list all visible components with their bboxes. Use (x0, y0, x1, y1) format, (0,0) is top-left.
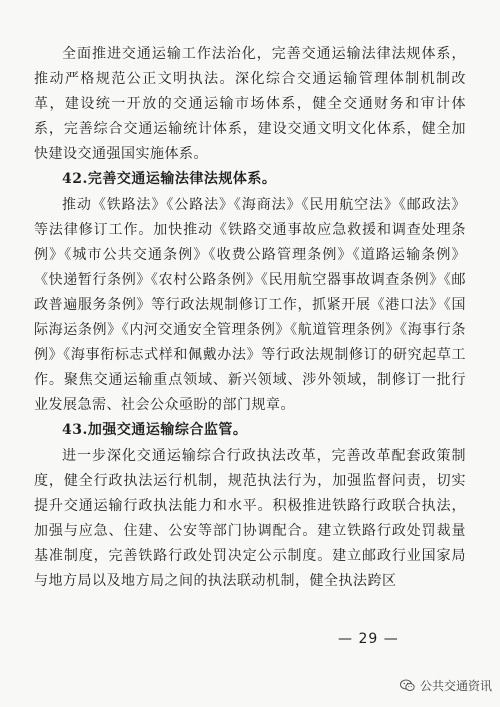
wechat-icon (400, 679, 415, 692)
paragraph-section-42: 推动《铁路法》《公路法》《海商法》《民用航空法》《邮政法》等法律修订工作。加快推动《铁路交通事故应急救援和调查处理条例》《城市公共交通条例》《收费公路管理条例》《道路运输条例》《快递暂行条例》《农村公路条例》《民用航空器事故调查条例》《邮政普遍服务条例》等行政法规制修订工作，抓紧开展《港口法》《国际海运条例》《内河交通安全管理条例》《航道管理条例》《海事行条例》《海事衔标志式样和佩戴办法》等行政法规制修订的研究起草工作。聚焦交通运输重点领域、新兴领域、涉外领域，制修订一批行业发展急需、社会公众亟盼的部门规章。 (34, 196, 466, 414)
paragraph-intro: 全面推进交通运输工作法治化，完善交通运输法律法规体系，推动严格规范公正文明执法。深化综合交通运输管理体制机制改革，建设统一开放的交通运输市场体系，健全交通财务和审计体系，完善综合交通运输统计体系，建设交通文明文化体系，健全加快建设交通强国实施体系。 (34, 46, 466, 163)
page-number: — 29 — (338, 631, 399, 647)
section-heading-43: 43.加强交通运输综合监管。 (62, 422, 248, 439)
watermark-text: 公共交通资讯 (420, 679, 493, 693)
document-body (34, 42, 466, 594)
section-heading-42: 42.完善交通运输法律法规体系。 (62, 171, 277, 188)
watermark (400, 677, 492, 694)
paragraph-section-43: 进一步深化交通运输综合行政执法改革，完善改革配套政策制度，健全行政执法运行机制，规范执法行为，加强监督问责，切实提升交通运输行政执法能力和水平。积极推进铁路行政联合执法，加强与应急、住建、公安等部门协调配合。建立铁路行政处罚裁量基准制度，完善铁路行政处罚决定公示制度。建立邮政行业国家局与地方局以及地方局之间的执法联动机制，健全执法跨区 (34, 447, 466, 589)
